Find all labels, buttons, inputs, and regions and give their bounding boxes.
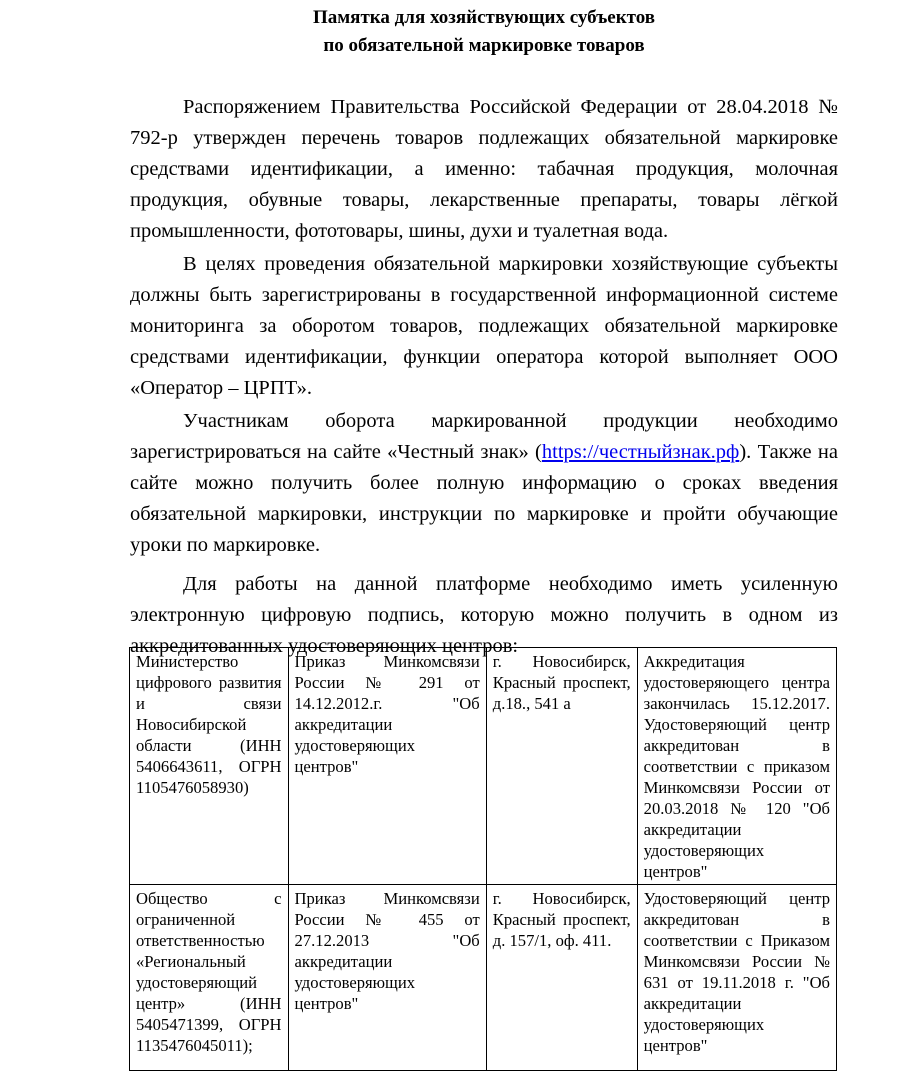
honest-sign-link[interactable]: https://честныйзнак.рф — [541, 441, 740, 463]
table-row — [130, 648, 837, 885]
document-body — [130, 92, 838, 664]
cell-status: Удостоверяющий центр аккредитован в соответствии с Приказом Минкомсвязи России № 631 от 19.11.2018 г. "Об аккредитации удостоверяющих центров" — [637, 885, 836, 1071]
title-line-2: по обязательной маркировке товаров — [323, 35, 645, 56]
cell-status: Аккредитация удостоверяющего центра закончилась 15.12.2017. Удостоверяющий центр аккредитован в соответствии с приказом Минкомсвязи России от 20.03.2018 № 120 "Об аккредитации удостоверяющих центров" — [637, 648, 836, 885]
paragraph-registration: В целях проведения обязательной маркировки хозяйствующие субъекты должны быть зарегистрированы в государственной информационной системе мониторинга за оборотом товаров, подлежащих обязательной маркировке средствами идентификации, функции оператора которой выполняет ООО «Оператор – ЦРПТ». — [130, 253, 838, 399]
document-title — [130, 4, 838, 60]
cell-organization: Общество с ограниченной ответственностью «Региональный удостоверяющий центр» (ИНН 5405471399, ОГРН 1135476045011); — [130, 885, 289, 1071]
paragraph-digital-signature: Для работы на данной платформе необходимо иметь усиленную электронную цифровую подпись, которую можно получить в одном из аккредитованных удостоверяющих центров: — [130, 573, 838, 657]
title-line-1: Памятка для хозяйствующих субъектов — [312, 7, 656, 28]
cell-organization: Министерство цифрового развития и связи Новосибирской области (ИНН 5406643611, ОГРН 1105476058930) — [130, 648, 289, 885]
paragraph-honest-sign-text-before: Участникам оборота маркированной продукции необходимо зарегистрироваться на сайте «Честный знак» ( — [130, 410, 838, 463]
table-row — [130, 885, 837, 1071]
paragraph-honest-sign — [130, 406, 838, 561]
cell-order: Приказ Минкомсвязи России № 291 от 14.12.2012.г. "Об аккредитации удостоверяющих центров" — [288, 648, 486, 885]
cell-order: Приказ Минкомсвязи России № 455 от 27.12.2013 "Об аккредитации удостоверяющих центров" — [288, 885, 486, 1071]
cell-address: г. Новосибирск, Красный проспект, д. 157/1, оф. 411. — [486, 885, 637, 1071]
paragraph-honest-sign-text-after: ). Также на сайте можно получить более полную информацию о сроках введения обязательной маркировки, инструкции по маркировке и пройти обучающие уроки по маркировке. — [130, 441, 838, 556]
paragraph-decree: Распоряжением Правительства Российской Федерации от 28.04.2018 № 792-р утвержден перечень товаров подлежащих обязательной маркировке средствами идентификации, а именно: табачная продукция, молочная продукция, обувные товары, лекарственные препараты, товары лёгкой промышленности, фототовары, шины, духи и туалетная вода. — [130, 96, 838, 242]
certification-centers-table — [129, 647, 837, 1071]
cell-address: г. Новосибирск, Красный проспект, д.18., 541 а — [486, 648, 637, 885]
